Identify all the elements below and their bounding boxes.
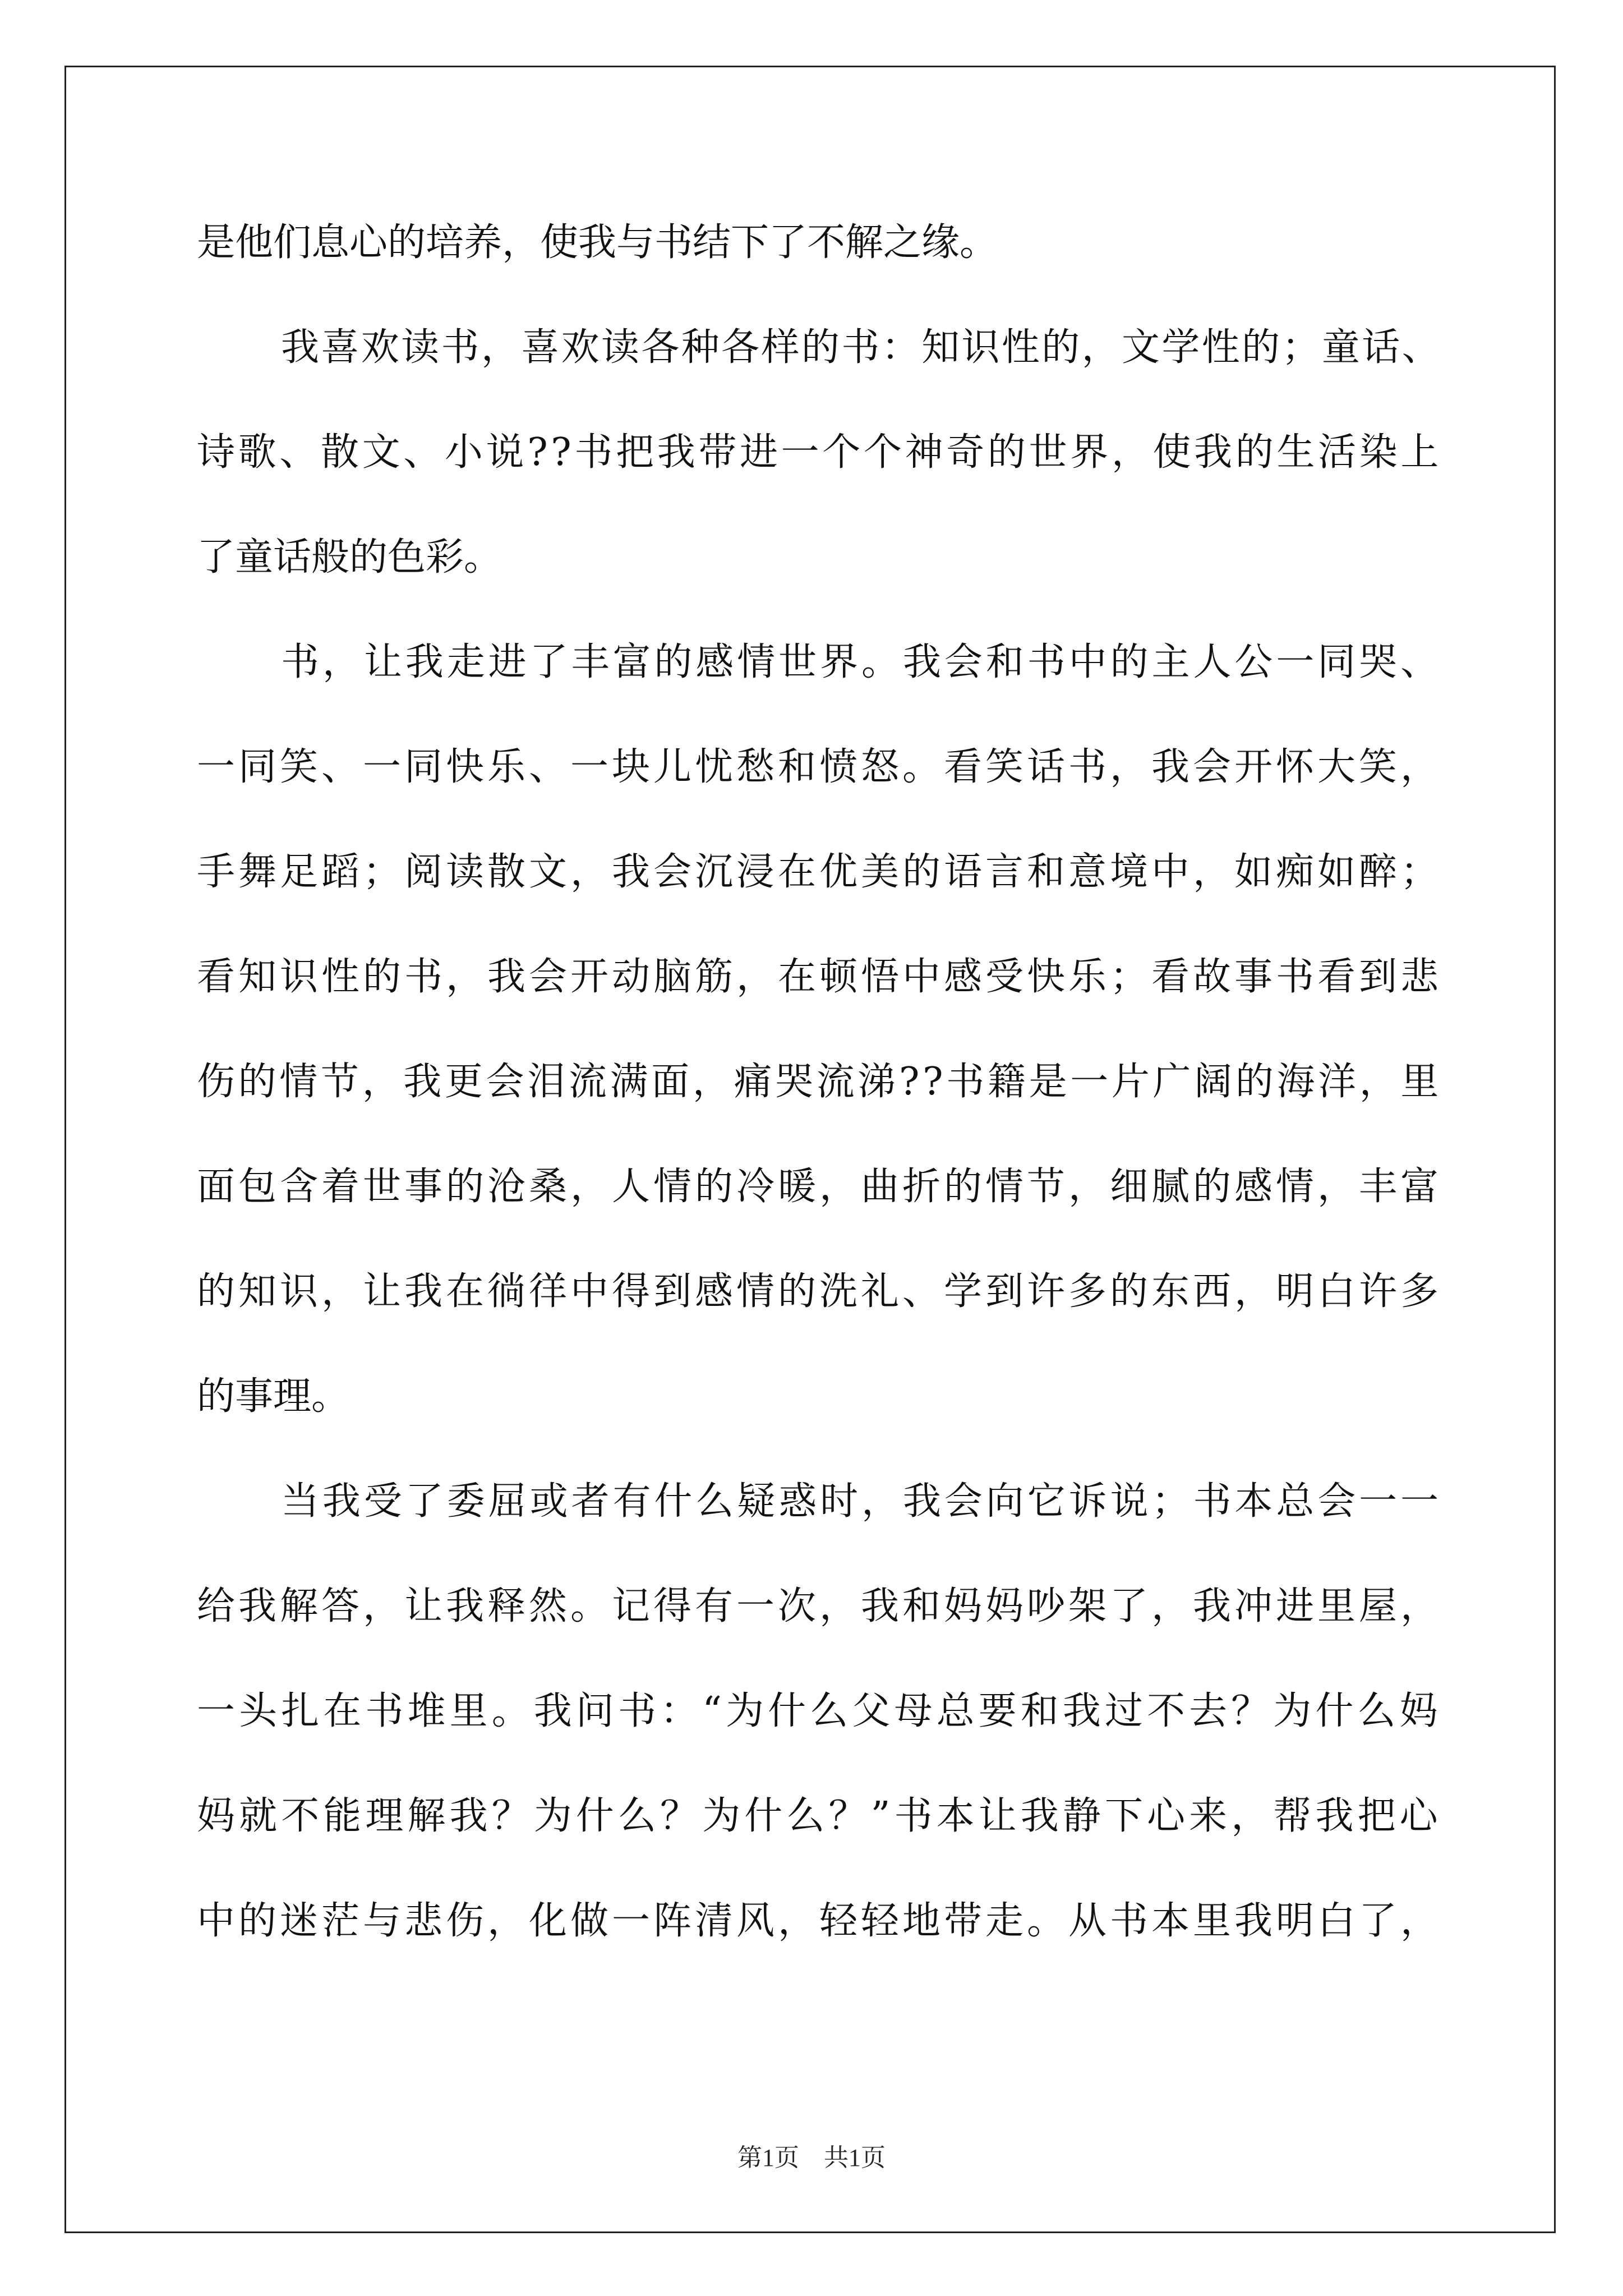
text-line: 一头扎在书堆里。我问书：“为什么父母总要和我过不去？为什么妈 — [197, 1689, 1442, 1733]
text-line: 妈就不能理解我？为什么？为什么？”书本让我静下心来，帮我把心 — [197, 1794, 1442, 1838]
text-line: 了童话般的色彩。 — [197, 535, 502, 579]
text-line: 一同笑、一同快乐、一块儿忧愁和愤怒。看笑话书，我会开怀大笑， — [197, 745, 1442, 789]
text-line: 我喜欢读书，喜欢读各种各样的书：知识性的，文学性的；童话、 — [281, 325, 1442, 370]
text-line: 手舞足蹈；阅读散文，我会沉浸在优美的语言和意境中，如痴如醉； — [197, 850, 1442, 894]
text-line: 是他们息心的培养，使我与书结下了不解之缘。 — [197, 220, 998, 265]
text-line: 伤的情节，我更会泪流满面，痛哭流涕??书籍是一片广阔的海洋，里 — [197, 1060, 1442, 1104]
text-line: 当我受了委屈或者有什么疑惑时，我会向它诉说；书本总会一一 — [281, 1479, 1442, 1524]
text-line: 给我解答，让我释然。记得有一次，我和妈妈吵架了，我冲进里屋， — [197, 1584, 1442, 1628]
text-line: 看知识性的书，我会开动脑筋，在顿悟中感受快乐；看故事书看到悲 — [197, 955, 1442, 999]
text-line: 的知识，让我在徜徉中得到感情的洗礼、学到许多的东西，明白许多 — [197, 1269, 1442, 1314]
text-line: 面包含着世事的沧桑，人情的冷暖，曲折的情节，细腻的感情，丰富 — [197, 1165, 1442, 1209]
page-footer: 第1页 共1页 — [737, 2144, 886, 2171]
text-line: 诗歌、散文、小说??书把我带进一个个神奇的世界，使我的生活染上 — [197, 430, 1442, 475]
text-line: 书，让我走进了丰富的感情世界。我会和书中的主人公一同哭、 — [281, 640, 1442, 684]
text-line: 中的迷茫与悲伤，化做一阵清风，轻轻地带走。从书本里我明白了， — [197, 1899, 1442, 1943]
text-line: 的事理。 — [197, 1374, 350, 1419]
